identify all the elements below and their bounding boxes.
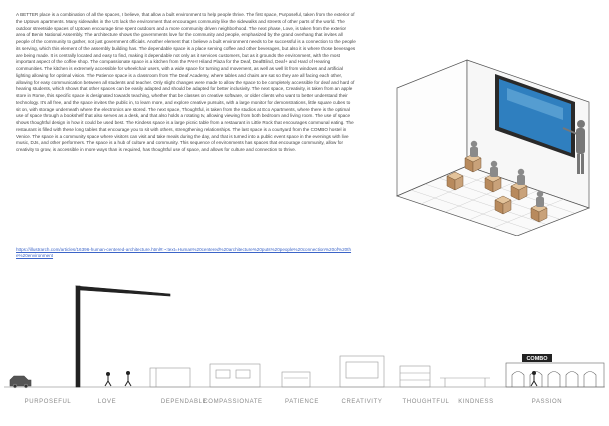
walking-people: [105, 371, 537, 386]
combo-courtyard: [506, 363, 604, 387]
label-passion: PASSION: [531, 399, 563, 405]
label-patience: PATIENCE: [285, 399, 319, 405]
person-figure: [105, 372, 111, 386]
creativity-room-illustration: [367, 58, 595, 236]
label-thoughtful: THOUGHTFUL: [402, 399, 450, 405]
person-figure: [125, 371, 131, 386]
label-dependable: DEPENDABLE: [160, 399, 208, 405]
label-creativity: CREATIVITY: [341, 399, 383, 405]
car-icon: [10, 376, 31, 388]
label-kindness: KINDNESS: [458, 399, 494, 405]
space-labels: [0, 399, 609, 411]
label-purposeful: PURPOSEFUL: [24, 399, 72, 405]
essay-paragraph: A BETTER place is a combination of all the spaces, I believe, that allow a built environment to help people thrive. The first space, Purposeful, taken from the exterior of the Uptown apartments. Many sidewalks in the US lack the environment that encourages community like the sidewalks and streets of other parts of the world. The outdoor streetside spaces of Uptown encourage time spent outdoors and a more community driven neighborhood. The next phase, Love, is taken from the exterior area of Benin National Assembly. The architecture shows the governments love for the community and people, emphasized by the grand overhang that invites all people of the community to gather, not just government officials. Another element that I believe a built environment needs to be successful is a connection to the people its serving, which this element of the assembly building has. The dependable space is a place serving coffee and other beverages, but also it is where those beverages are being made. It is centrally located and easy to find, making it dependable not only as it services customers, but as it grounds the environment, with the most important aspect of the coffee shop. The compassionate space is a kitchen from the PAH! Hiland Plaza for the Deaf, DeafBlind, Deaf+ and Hard of Hearing communities. The kitchen is extremely accessible for wheelchair users, with a wide space for turning and movement, as well as well lit from windows and artificial lighting allowing for optimal vision. The Patience space is a classroom from The Deaf Academy, where tables and chairs are sat so they are all facing each other, allowing for easy communication between all students and teacher. Only slight changes were made to allow the space to be completely accessible for deaf and hard of hearing students, which shows that other spaces can be easily adapted and should be adapted for better inclusivity. The next space, Creativity, is taken from an apple store in Rome, this specific space is designated towards teaching, whether that be classes on creative software, or older clients who want to better understand their technology. It's all free, and the space invites the public in, to learn more, and explore creative pursuits, with a large monitor for demonstrations, little square cubes to sit on, with storage underneath where the electronics are stored. The next space, Thoughtful, is taken from the studios at Eco Apartments, where there is the optimal use of space through a bookshelf that also serves as a desk, and that also holds a rotating tv, allowing viewing from both bedroom and living room. The use of space shows thoughtful design in how it could be used best. The Kindess space is a large picnic table from a restaurant in Little Rock that encourages communal eating. The restaurant is filled with these long tables that encourage you to sit with others, strengthening relationships. The last space is a courtyard from the COMBO hostel in Venice. The space is a community space where visitors can visit and take meals during the day, and that is turned into a public event space in the evenings with live music, DJs, and other performers. The space is a hub of culture and community. This sequence of environments has spaces that encourage community, allow for creativity to grow, is accessible in more ways than is required, has thoughtful use of space, and allows for culture and connection to thrive.: [16, 12, 356, 152]
source-link[interactable]: https://illustrarch.com/articles/16396-human-centered-architecture.html#:~:text=Human%20centered%20architecture%20puts%20people%20connection%20of%20the%20environment: [16, 247, 352, 259]
label-compassionate: COMPASSIONATE: [203, 399, 263, 405]
combo-sign-text: COMBO: [526, 356, 548, 362]
label-love: LOVE: [97, 399, 117, 405]
